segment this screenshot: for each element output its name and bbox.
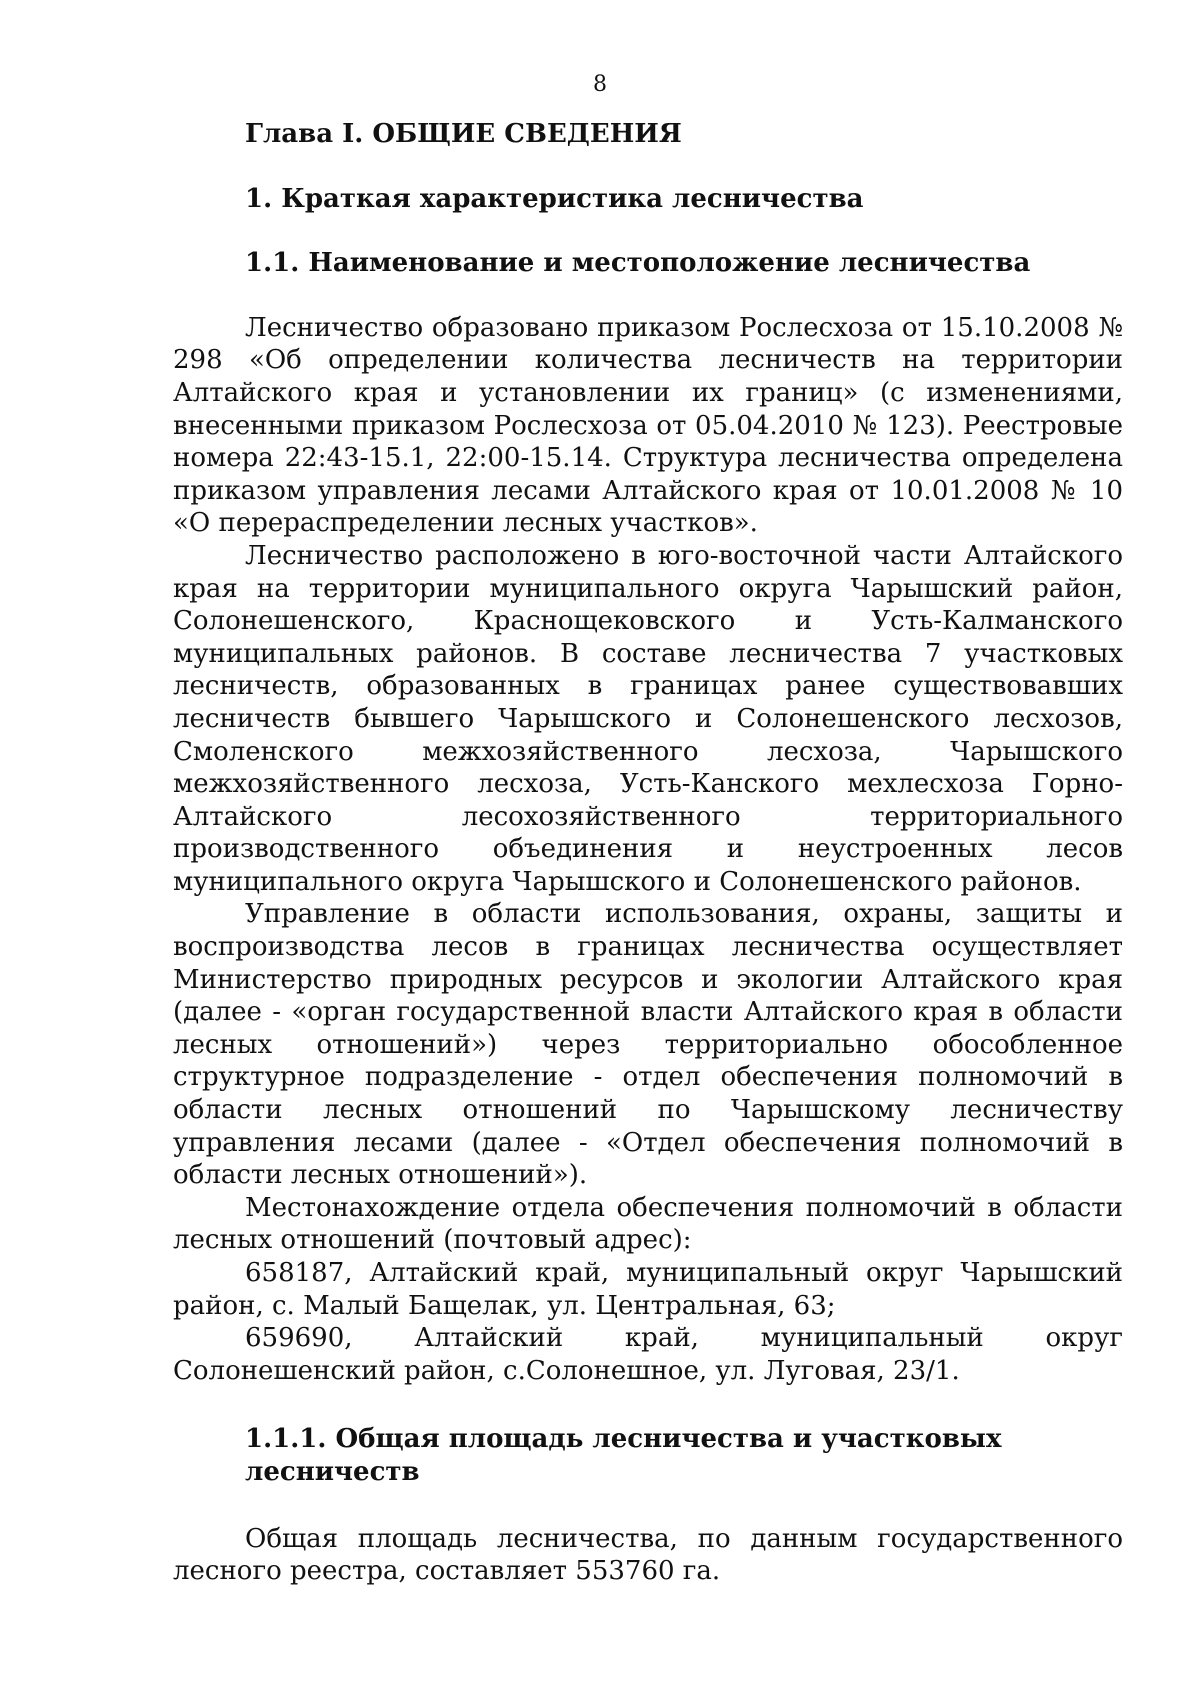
- paragraph-establishment: Лесничество образовано приказом Рослесхоза от 15.10.2008 № 298 «Об определении количества лесничеств на территории Алтайского края и установлении их границ» (с изменениями, внесенными приказом Рослесхоза от 05.04.2010 № 123). Реестровые номера 22:43-15.1, 22:00-15.14. Структура лесничества определена приказом управления лесами Алтайского края от 10.01.2008 № 10 «О перераспределении лесных участков».: [173, 312, 1123, 539]
- subsubsection-title: 1.1.1. Общая площадь лесничества и участковых лесничеств: [245, 1424, 1002, 1487]
- page-number: 8: [593, 72, 607, 97]
- paragraph-office-address-intro: Местонахождение отдела обеспечения полномочий в области лесных отношений (почтовый адрес):: [173, 1192, 1123, 1256]
- paragraph-location: Лесничество расположено в юго-восточной части Алтайского края на территории муниципального округа Чарышский район, Солонешенского, Краснощековского и Усть-Калманского муниципальных районов. В составе лесничества 7 участковых лесничеств, образованных в границах ранее существовавших лесничеств бывшего Чарышского и Солонешенского лесхозов, Смоленского межхозяйственного лесхоза, Чарышского межхозяйственного лесхоза, Усть-Канского мехлесхоза Горно-Алтайского лесохозяйственного территориального производственного объединения и неустроенных лесов муниципального округа Чарышского и Солонешенского районов.: [173, 540, 1123, 897]
- paragraph-management: Управление в области использования, охраны, защиты и воспроизводства лесов в границах лесничества осуществляет Министерство природных ресурсов и экологии Алтайского края (далее - «орган государственной власти Алтайского края в области лесных отношений») через территориально обособленное структурное подразделение - отдел обеспечения полномочий в области лесных отношений по Чарышскому лесничеству управления лесами (далее - «Отдел обеспечения полномочий в области лесных отношений»).: [173, 899, 1123, 1191]
- section-title: 1. Краткая характеристика лесничества: [245, 183, 864, 214]
- page-content: [173, 110, 1123, 1588]
- subsection-title: 1.1. Наименование и местоположение лесничества: [245, 248, 1031, 279]
- paragraph-total-area: Общая площадь лесничества, по данным государственного лесного реестра, составляет 553760 га.: [173, 1523, 1123, 1587]
- chapter-title: Глава I. ОБЩИЕ СВЕДЕНИЯ: [245, 119, 682, 149]
- paragraph-address-2: 659690, Алтайский край, муниципальный округ Солонешенский район, с.Солонешное, ул. Луговая, 23/1.: [173, 1323, 1123, 1386]
- paragraph-address-1: 658187, Алтайский край, муниципальный округ Чарышский район, с. Малый Бащелак, ул. Центральная, 63;: [173, 1258, 1123, 1321]
